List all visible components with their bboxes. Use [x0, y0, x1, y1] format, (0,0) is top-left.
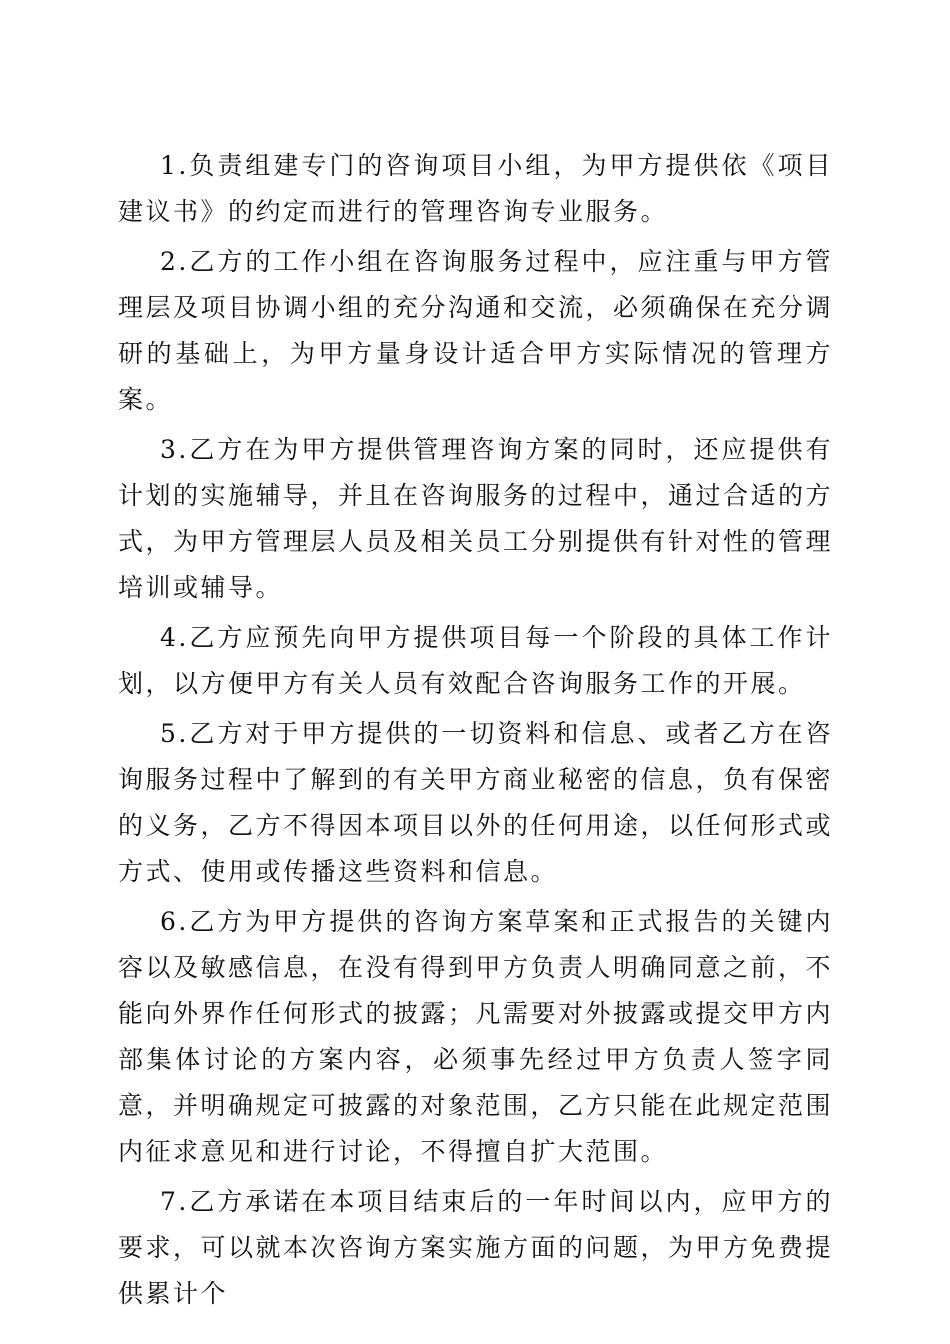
clause-7: 7.乙方承诺在本项目结束后的一年时间以内，应甲方的要求，可以就本次咨询方案实施方面的问题，为甲方免费提供累计个: [118, 1187, 834, 1308]
document-body: [118, 143, 833, 1321]
clause-3: 3.乙方在为甲方提供管理咨询方案的同时，还应提供有计划的实施辅导，并且在咨询服务的过程中，通过合适的方式，为甲方管理层人员及相关员工分别提供有针对性的管理培训或辅导。: [118, 435, 834, 602]
clause-1: 1.负责组建专门的咨询项目小组，为甲方提供依《项目建议书》的约定而进行的管理咨询专业服务。: [118, 151, 833, 226]
clause-2: 2.乙方的工作小组在咨询服务过程中，应注重与甲方管理层及项目协调小组的充分沟通和交流，必须确保在充分调研的基础上，为甲方量身设计适合甲方实际情况的管理方案。: [118, 247, 834, 414]
clause-4: 4.乙方应预先向甲方提供项目每一个阶段的具体工作计划，以方便甲方有关人员有效配合咨询服务工作的开展。: [118, 623, 833, 698]
clause-5: 5.乙方对于甲方提供的一切资料和信息、或者乙方在咨询服务过程中了解到的有关甲方商业秘密的信息，负有保密的义务，乙方不得因本项目以外的任何用途，以任何形式或方式、使用或传播这些资料和信息。: [118, 719, 834, 886]
clause-6: 6.乙方为甲方提供的咨询方案草案和正式报告的关键内容以及敏感信息，在没有得到甲方负责人明确同意之前，不能向外界作任何形式的披露；凡需要对外披露或提交甲方内部集体讨论的方案内容，必须事先经过甲方负责人签字同意，并明确规定可披露的对象范围，乙方只能在此规定范围内征求意见和进行讨论，不得擅自扩大范围。: [118, 907, 834, 1166]
